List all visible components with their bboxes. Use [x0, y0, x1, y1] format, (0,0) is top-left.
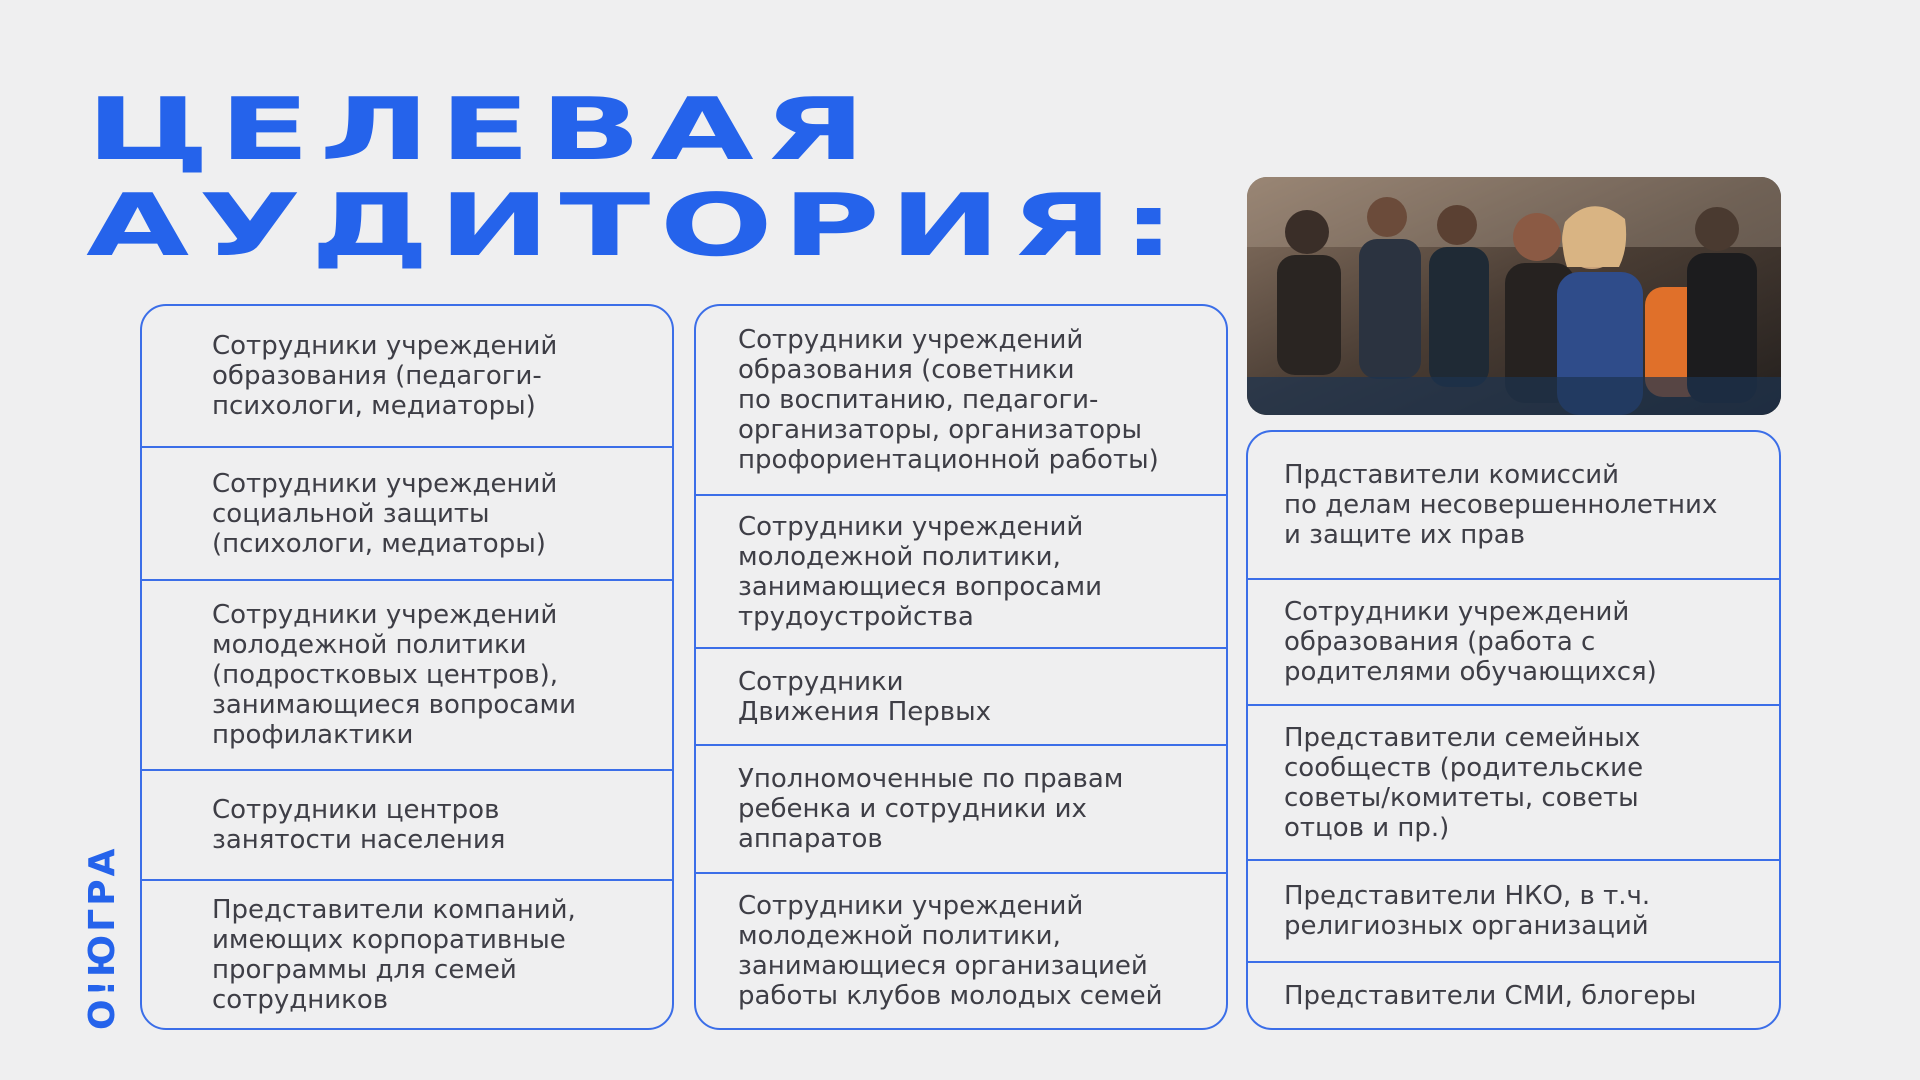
- audience-item-text: Представители семейных сообществ (родительские советы/комитеты, советы отцов и пр.): [1284, 722, 1644, 843]
- audience-item-text: Прдставители комиссий по делам несовершеннолетних и защите их прав: [1284, 460, 1718, 550]
- audience-item: [1248, 963, 1779, 1028]
- audience-item: [142, 771, 672, 881]
- audience-item-text: Сотрудники учреждений образования (работа с родителями обучающихся): [1284, 597, 1657, 687]
- audience-item: [696, 746, 1226, 874]
- audience-item: [142, 306, 672, 448]
- brand-logo: О!ЮГРА: [82, 845, 123, 1030]
- page-title: [86, 82, 1185, 274]
- audience-item-text: Сотрудники учреждений социальной защиты (психологи, медиаторы): [212, 468, 558, 559]
- audience-item-text: Сотрудники учреждений молодежной политики, занимающиеся вопросами трудоустройства: [738, 511, 1103, 632]
- audience-item: [142, 448, 672, 581]
- audience-item: [696, 649, 1226, 746]
- audience-item: [1248, 580, 1779, 706]
- audience-item: [696, 306, 1226, 496]
- audience-item-text: Представители компаний, имеющих корпоративные программы для семей сотрудников: [212, 894, 576, 1015]
- audience-item: [696, 496, 1226, 649]
- audience-item-text: Представители НКО, в т.ч. религиозных организаций: [1284, 881, 1651, 941]
- audience-item: [1248, 861, 1779, 963]
- audience-photo: [1247, 177, 1781, 415]
- audience-item: [142, 881, 672, 1028]
- audience-item: [142, 581, 672, 771]
- photo-illustration: [1247, 177, 1781, 415]
- audience-column-3: [1246, 430, 1781, 1030]
- title-line-1: ЦЕЛЕВАЯ: [86, 80, 876, 180]
- audience-item-text: Сотрудники учреждений молодежной политики, занимающиеся организацией работы клубов молодых семей: [738, 891, 1163, 1011]
- audience-item: [1248, 432, 1779, 580]
- title-line-2: АУДИТОРИЯ:: [86, 176, 1185, 276]
- audience-item-text: Сотрудники учреждений образования (советники по воспитанию, педагоги- организаторы, организаторы профориентационной работы): [738, 325, 1159, 475]
- audience-column-1: [140, 304, 674, 1030]
- audience-item-text: Сотрудники учреждений молодежной политики (подростковых центров), занимающиеся вопросами профилактики: [212, 600, 577, 750]
- audience-column-2: [694, 304, 1228, 1030]
- audience-item-text: Сотрудники Движения Первых: [738, 666, 992, 727]
- audience-item-text: Представители СМИ, блогеры: [1284, 980, 1697, 1011]
- audience-item: [1248, 706, 1779, 861]
- audience-item-text: Сотрудники учреждений образования (педагоги- психологи, медиаторы): [212, 331, 558, 421]
- audience-item-text: Уполномоченные по правам ребенка и сотрудники их аппаратов: [738, 764, 1124, 854]
- audience-item: [696, 874, 1226, 1028]
- audience-item-text: Сотрудники центров занятости населения: [212, 795, 506, 855]
